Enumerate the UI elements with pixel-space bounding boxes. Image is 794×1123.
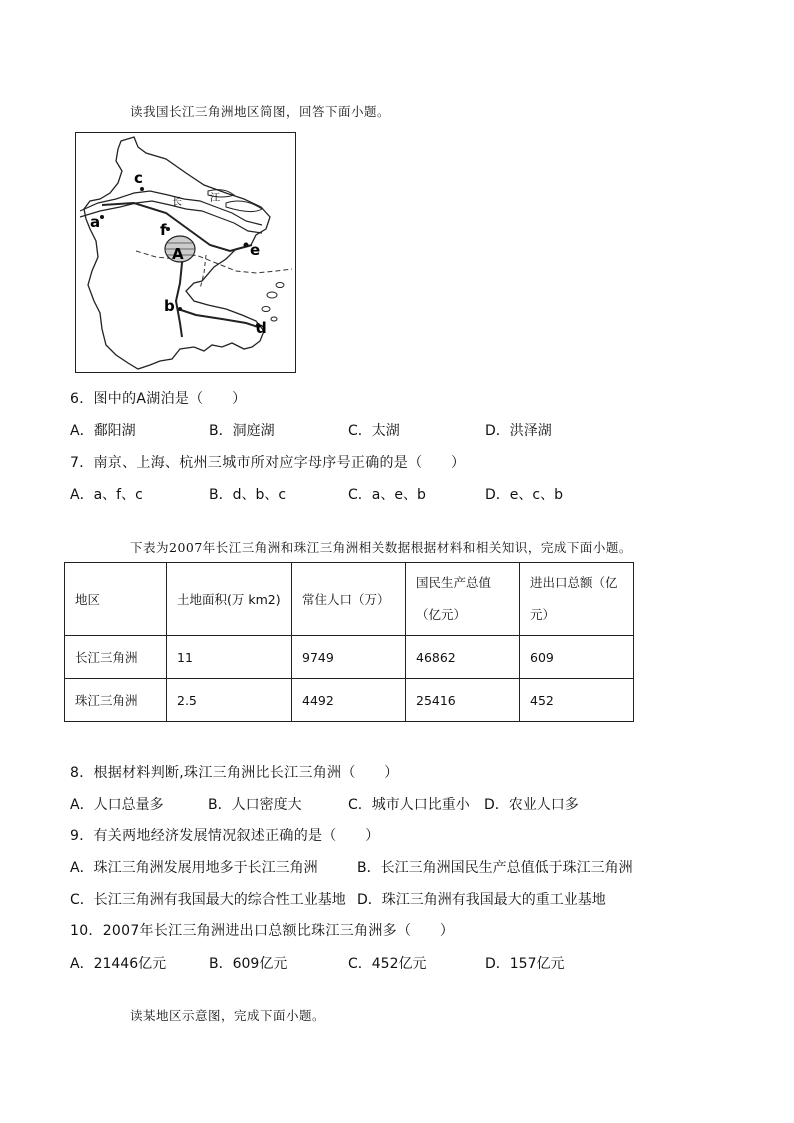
table-cell: 452	[520, 679, 634, 722]
question-8-option-d[interactable]: D．农业人口多	[484, 797, 579, 813]
table-header-cell: 国民生产总值 （亿元）	[406, 563, 520, 636]
question-8-option-b[interactable]: B．人口密度大	[208, 797, 302, 813]
question-10-option-c[interactable]: C．452亿元	[348, 956, 427, 972]
map-label-a: a	[90, 213, 101, 231]
question-10-option-b[interactable]: B．609亿元	[209, 956, 288, 972]
table-cell: 609	[520, 636, 634, 679]
question-9-stem: 9．有关两地经济发展情况叙述正确的是（ ）	[70, 828, 380, 844]
question-8-stem: 8．根据材料判断,珠江三角洲比长江三角洲（ ）	[70, 765, 399, 781]
question-10-option-d[interactable]: D．157亿元	[485, 956, 565, 972]
question-6-option-a[interactable]: A．鄱阳湖	[70, 423, 136, 439]
table-cell: 长江三角洲	[65, 636, 167, 679]
table-cell: 珠江三角洲	[65, 679, 167, 722]
map-drawing	[76, 133, 295, 372]
table-header-cell: 进出口总额（亿 元）	[520, 563, 634, 636]
question-7-stem: 7．南京、上海、杭州三城市所对应字母序号正确的是（ ）	[70, 455, 466, 471]
table-cell: 25416	[406, 679, 520, 722]
map-label-b: b	[164, 297, 175, 315]
table-row	[65, 636, 634, 679]
map-label-e: e	[250, 241, 261, 259]
question-7-option-c[interactable]: C．a、e、b	[348, 487, 426, 503]
question-8-option-a[interactable]: A．人口总量多	[70, 797, 164, 813]
map-river-label-2: 江	[210, 193, 220, 204]
question-8-option-c[interactable]: C．城市人口比重小	[348, 797, 470, 813]
question-9-option-c[interactable]: C．长江三角洲有我国最大的综合性工业基地	[70, 892, 346, 908]
table-cell: 4492	[292, 679, 406, 722]
map-label-d: d	[256, 319, 267, 337]
map-label-c: c	[134, 169, 143, 187]
intro-next-question: 读某地区示意图，完成下面小题。	[130, 1008, 326, 1023]
delta-comparison-table	[64, 562, 634, 722]
table-header-cell: 土地面积(万 km2)	[167, 563, 292, 636]
question-6-option-b[interactable]: B．洞庭湖	[209, 423, 275, 439]
table-header-cell: 常住人口（万）	[292, 563, 406, 636]
table-header-row	[65, 563, 634, 636]
question-10-option-a[interactable]: A．21446亿元	[70, 956, 167, 972]
question-6-option-c[interactable]: C．太湖	[348, 423, 400, 439]
table-cell: 46862	[406, 636, 520, 679]
question-9-option-b[interactable]: B．长江三角洲国民生产总值低于珠江三角洲	[357, 860, 633, 876]
question-9-option-d[interactable]: D．珠江三角洲有我国最大的重工业基地	[357, 892, 606, 908]
table-row	[65, 679, 634, 722]
question-7-option-b[interactable]: B．d、b、c	[209, 487, 287, 503]
intro-map-question: 读我国长江三角洲地区简图，回答下面小题。	[130, 104, 391, 119]
map-river-label-1: 长	[172, 197, 182, 208]
question-7-option-a[interactable]: A．a、f、c	[70, 487, 143, 503]
map-label-f: f	[160, 221, 167, 239]
question-10-stem: 10．2007年长江三角洲进出口总额比珠江三角洲多（ ）	[70, 923, 455, 939]
table-cell: 9749	[292, 636, 406, 679]
question-7-option-d[interactable]: D．e、c、b	[485, 487, 563, 503]
intro-table-question: 下表为2007年长江三角洲和珠江三角洲相关数据根据材料和相关知识，完成下面小题。	[130, 540, 632, 555]
table-cell: 2.5	[167, 679, 292, 722]
question-6-stem: 6．图中的A湖泊是（ ）	[70, 391, 247, 407]
table-header-cell: 地区	[65, 563, 167, 636]
question-9-option-a[interactable]: A．珠江三角洲发展用地多于长江三角洲	[70, 860, 318, 876]
yangtze-delta-map	[75, 132, 296, 373]
table-cell: 11	[167, 636, 292, 679]
map-label-A: A	[172, 245, 184, 263]
question-6-option-d[interactable]: D．洪泽湖	[485, 423, 552, 439]
